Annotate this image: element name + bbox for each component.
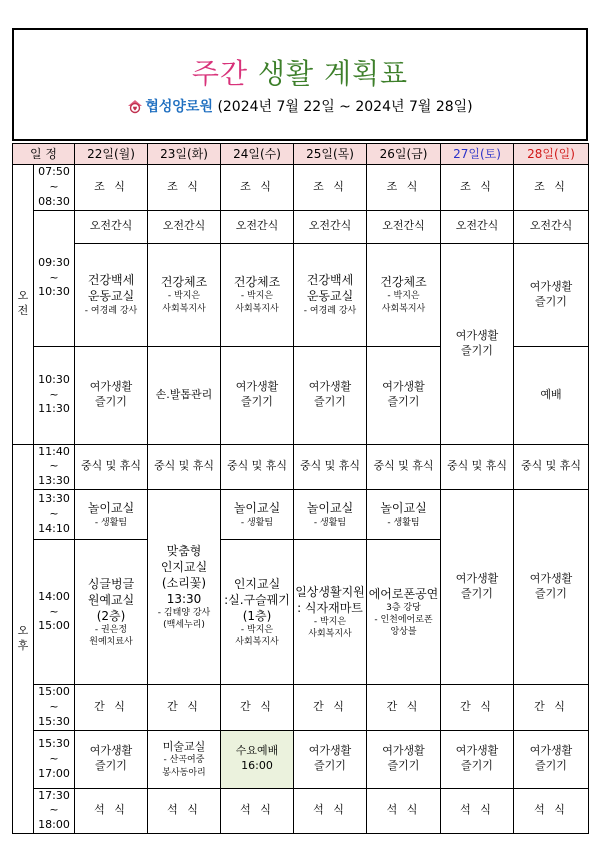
snack-cell: 오전간식: [367, 210, 441, 243]
time-cell: 14:00 ~ 15:00: [34, 540, 75, 685]
table-row: [13, 788, 589, 834]
table-row: [13, 165, 589, 211]
program-cell: 예배: [514, 346, 589, 444]
snack-cell: 오전간식: [75, 210, 148, 243]
program-cell: 여가생활 즐기기: [441, 730, 514, 788]
subtitle: [14, 96, 586, 116]
time-cell: 07:50 ~ 08:30: [34, 165, 75, 211]
snack-cell: 간 식: [221, 685, 294, 731]
meal-cell: 조 식: [221, 165, 294, 211]
program-cell: 여가생활 즐기기: [294, 730, 367, 788]
header-row: [13, 144, 589, 165]
program-cell: 건강백세 운동교실 - 여경례 강사: [75, 243, 148, 346]
program-cell: 놀이교실 - 생활팀: [221, 490, 294, 540]
time-cell: 15:00 ~ 15:30: [34, 685, 75, 731]
day-header-thu: 25일(목): [294, 144, 367, 165]
time-cell: 10:30 ~ 11:30: [34, 346, 75, 444]
meal-cell: 석 식: [221, 788, 294, 834]
snack-cell: 간 식: [367, 685, 441, 731]
time-cell: 09:30 ~ 10:30: [34, 210, 75, 346]
page-title: 주간 생활 계획표: [191, 57, 409, 90]
program-cell: 여가생활 즐기기: [441, 243, 514, 444]
meal-cell: 석 식: [441, 788, 514, 834]
program-cell: 여가생활 즐기기: [367, 346, 441, 444]
meal-cell: 석 식: [75, 788, 148, 834]
table-row: [13, 210, 589, 243]
program-cell: 건강체조 - 박지은 사회복지사: [148, 243, 221, 346]
program-cell: 놀이교실 - 생활팀: [75, 490, 148, 540]
meal-cell: 조 식: [367, 165, 441, 211]
program-cell: 건강백세 운동교실 - 여경례 강사: [294, 243, 367, 346]
program-cell: 일상생활지원 : 식자재마트 - 박지은 사회복지사: [294, 540, 367, 685]
program-cell: 여가생활 즐기기: [294, 346, 367, 444]
period-am: 오 전: [13, 165, 34, 445]
schedule-page: [12, 28, 588, 836]
snack-cell: 간 식: [148, 685, 221, 731]
program-cell: 놀이교실 - 생활팀: [367, 490, 441, 540]
program-cell: 여가생활 즐기기: [367, 730, 441, 788]
snack-cell: 오전간식: [514, 210, 589, 243]
table-row: [13, 730, 589, 788]
snack-cell: 간 식: [75, 685, 148, 731]
header-box: [12, 28, 588, 141]
program-cell: 미술교실 - 산곡여중 봉사동아리: [148, 730, 221, 788]
time-cell: 13:30 ~ 14:10: [34, 490, 75, 540]
program-cell: 여가생활 즐기기: [75, 730, 148, 788]
meal-cell: 석 식: [148, 788, 221, 834]
weekly-schedule-table: [12, 143, 589, 834]
table-row: [13, 243, 589, 346]
program-cell: 놀이교실 - 생활팀: [294, 490, 367, 540]
program-cell: 여가생활 즐기기: [514, 490, 589, 685]
meal-cell: 조 식: [75, 165, 148, 211]
snack-cell: 오전간식: [221, 210, 294, 243]
day-header-sat: 27일(토): [441, 144, 514, 165]
program-cell: 에어로폰공연 3층 강당 - 인천에어로폰 앙상블: [367, 540, 441, 685]
meal-cell: 중식 및 휴식: [294, 444, 367, 490]
program-cell: 인지교실 :실.구슬꿰기 (1층) - 박지은 사회복지사: [221, 540, 294, 685]
schedule-label: 일 정: [13, 144, 75, 165]
day-header-tue: 23일(화): [148, 144, 221, 165]
meal-cell: 석 식: [514, 788, 589, 834]
org-name: 협성양로원: [145, 99, 213, 115]
program-cell: 건강체조 - 박지은 사회복지사: [367, 243, 441, 346]
meal-cell: 중식 및 휴식: [367, 444, 441, 490]
snack-cell: 오전간식: [294, 210, 367, 243]
meal-cell: 조 식: [148, 165, 221, 211]
meal-cell: 중식 및 휴식: [221, 444, 294, 490]
snack-cell: 간 식: [514, 685, 589, 731]
program-cell: 건강체조 - 박지은 사회복지사: [221, 243, 294, 346]
snack-cell: 간 식: [294, 685, 367, 731]
meal-cell: 중식 및 휴식: [514, 444, 589, 490]
program-cell: 여가생활 즐기기: [514, 730, 589, 788]
day-header-wed: 24일(수): [221, 144, 294, 165]
org-logo-icon: [127, 98, 143, 114]
program-cell: 여가생활 즐기기: [441, 490, 514, 685]
meal-cell: 조 식: [441, 165, 514, 211]
date-range: (2024년 7월 22일 ~ 2024년 7월 28일): [217, 99, 473, 115]
day-header-sun: 28일(일): [514, 144, 589, 165]
period-pm: 오 후: [13, 444, 34, 834]
table-row: [13, 685, 589, 731]
day-header-mon: 22일(월): [75, 144, 148, 165]
meal-cell: 중식 및 휴식: [75, 444, 148, 490]
table-row: [13, 444, 589, 490]
meal-cell: 조 식: [514, 165, 589, 211]
program-cell: 수요예배 16:00: [221, 730, 294, 788]
snack-cell: 오전간식: [148, 210, 221, 243]
meal-cell: 중식 및 휴식: [148, 444, 221, 490]
meal-cell: 석 식: [367, 788, 441, 834]
time-cell: 17:30 ~ 18:00: [34, 788, 75, 834]
program-cell: 맞춤형 인지교실 (소리꽃) 13:30 - 김태양 강사 (백세누리): [148, 490, 221, 685]
program-cell: 손.발톱관리: [148, 346, 221, 444]
meal-cell: 석 식: [294, 788, 367, 834]
time-cell: 11:40 ~ 13:30: [34, 444, 75, 490]
snack-cell: 간 식: [441, 685, 514, 731]
day-header-fri: 26일(금): [367, 144, 441, 165]
program-cell: 싱글벙글 원예교실 (2층) - 권은정 원예치료사: [75, 540, 148, 685]
meal-cell: 중식 및 휴식: [441, 444, 514, 490]
snack-cell: 오전간식: [441, 210, 514, 243]
program-cell: 여가생활 즐기기: [514, 243, 589, 346]
program-cell: 여가생활 즐기기: [221, 346, 294, 444]
table-row: [13, 490, 589, 540]
meal-cell: 조 식: [294, 165, 367, 211]
time-cell: 15:30 ~ 17:00: [34, 730, 75, 788]
program-cell: 여가생활 즐기기: [75, 346, 148, 444]
